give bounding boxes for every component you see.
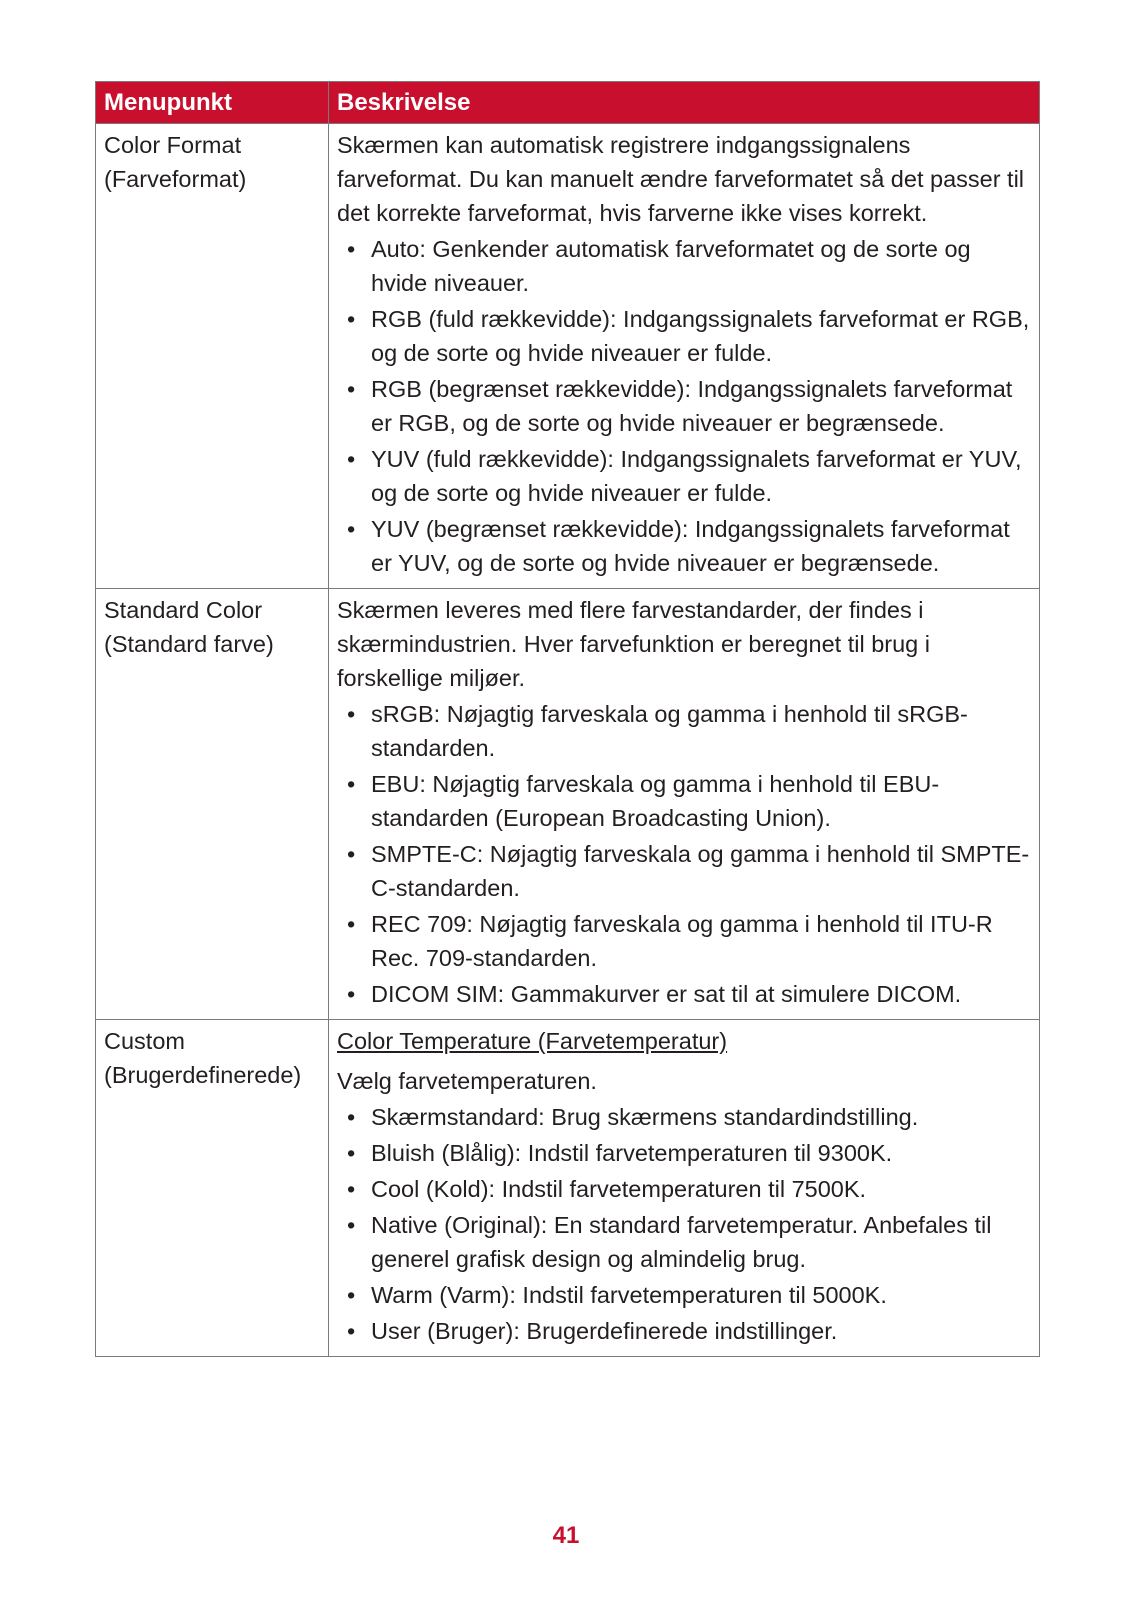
menu-item-label: Custom (Brugerdefinerede) <box>96 1020 329 1357</box>
table-row <box>96 589 1040 1020</box>
list-item: • REC 709: Nøjagtig farveskala og gamma i henhold til ITU-R Rec. 709-standarden. <box>337 907 1031 975</box>
description-paragraph: Vælg farvetemperaturen. <box>337 1068 597 1094</box>
menu-item-description <box>329 589 1040 1020</box>
list-item: • Native (Original): En standard farvetemperatur. Anbefales til generel grafisk design og almindelig brug. <box>337 1208 1031 1276</box>
list-item: • Auto: Genkender automatisk farveformatet og de sorte og hvide niveauer. <box>337 232 1031 300</box>
menu-item-description <box>329 1020 1040 1357</box>
bullet-list <box>337 697 1031 1011</box>
list-item: • Cool (Kold): Indstil farvetemperaturen til 7500K. <box>337 1172 1031 1206</box>
table-row <box>96 1020 1040 1357</box>
menu-table <box>95 81 1040 1357</box>
description-paragraph: Skærmen leveres med flere farvestandarder, der findes i skærmindustrien. Hver farvefunktion er beregnet til brug i forskellige miljøer. <box>337 597 930 691</box>
list-item: • YUV (begrænset rækkevidde): Indgangssignalets farveformat er YUV, og de sorte og hvide niveauer er begrænsede. <box>337 512 1031 580</box>
description-paragraph: Skærmen kan automatisk registrere indgangssignalens farveformat. Du kan manuelt ændre farveformatet så det passer til det korrekte farveformat, hvis farverne ikke vises korrekt. <box>337 132 1025 226</box>
table-header-row <box>96 82 1040 124</box>
menu-item-label: Standard Color (Standard farve) <box>96 589 329 1020</box>
list-item: • SMPTE-C: Nøjagtig farveskala og gamma i henhold til SMPTE-C-standarden. <box>337 837 1031 905</box>
list-item: • RGB (begrænset rækkevidde): Indgangssignalets farveformat er RGB, og de sorte og hvide niveauer er begrænsede. <box>337 372 1031 440</box>
list-item: • RGB (fuld rækkevidde): Indgangssignalets farveformat er RGB, og de sorte og hvide niveauer er fulde. <box>337 302 1031 370</box>
list-item: • Bluish (Blålig): Indstil farvetemperaturen til 9300K. <box>337 1136 1031 1170</box>
list-item: • Warm (Varm): Indstil farvetemperaturen til 5000K. <box>337 1278 1031 1312</box>
sub-heading: Color Temperature (Farvetemperatur) <box>337 1028 728 1054</box>
bullet-list <box>337 232 1031 580</box>
list-item: • YUV (fuld rækkevidde): Indgangssignalets farveformat er YUV, og de sorte og hvide niveauer er fulde. <box>337 442 1031 510</box>
page-number: 41 <box>552 1522 580 1549</box>
header-menupunkt: Menupunkt <box>96 82 329 124</box>
table-row <box>96 124 1040 589</box>
list-item: • sRGB: Nøjagtig farveskala og gamma i henhold til sRGB-standarden. <box>337 697 1031 765</box>
menu-item-description <box>329 124 1040 589</box>
list-item: • EBU: Nøjagtig farveskala og gamma i henhold til EBU-standarden (European Broadcasting Union). <box>337 767 1031 835</box>
list-item: • DICOM SIM: Gammakurver er sat til at simulere DICOM. <box>337 977 1031 1011</box>
list-item: • Skærmstandard: Brug skærmens standardindstilling. <box>337 1100 1031 1134</box>
list-item: • User (Bruger): Brugerdefinerede indstillinger. <box>337 1314 1031 1348</box>
bullet-list <box>337 1100 1031 1348</box>
menu-item-label: Color Format (Farveformat) <box>96 124 329 589</box>
header-beskrivelse: Beskrivelse <box>329 82 1040 124</box>
